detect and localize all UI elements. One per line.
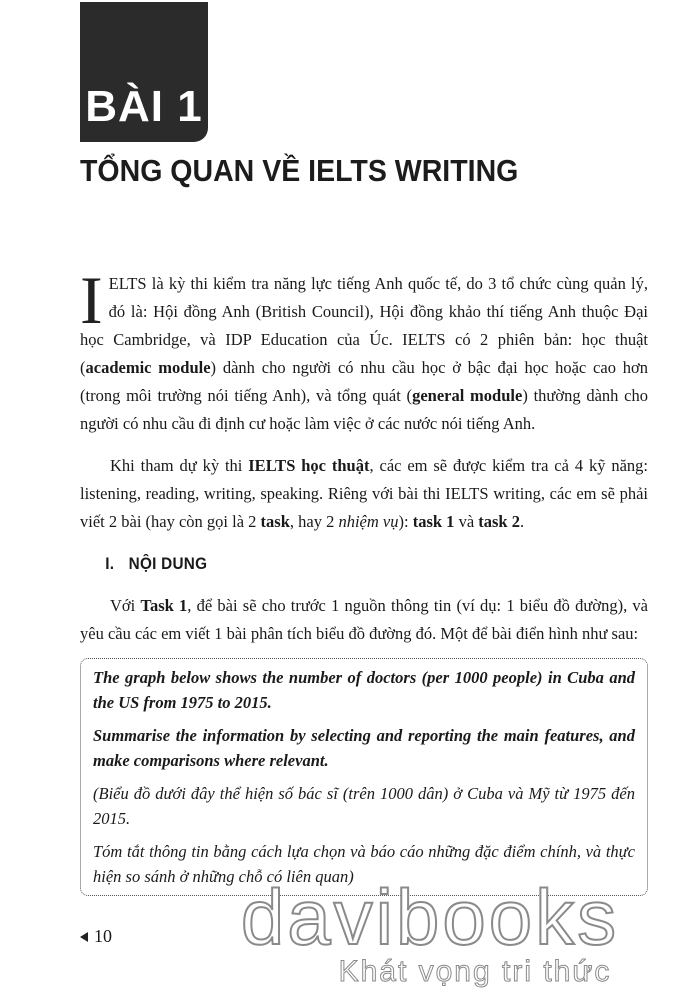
dropcap: I (80, 262, 103, 338)
lesson-badge (80, 2, 208, 142)
prompt-vietnamese-2: Tóm tắt thông tin bằng cách lựa chọn và báo cáo những đặc điểm chính, và thực hiện so sánh ở những chỗ có liên quan) (93, 842, 635, 886)
intro-paragraph-2: Khi tham dự kỳ thi IELTS học thuật, các em sẽ được kiểm tra cả 4 kỹ năng: listening, reading, writing, speaking. Riêng với bài thi IELTS writing, các em sẽ phải viết 2 bài (hay còn gọi là 2 task, hay 2 nhiệm vụ): task 1 và task 2. (80, 456, 648, 531)
lesson-label: BÀI 1 (85, 82, 203, 131)
section-title: NỘI DUNG (128, 554, 208, 573)
prompt-vietnamese-1: (Biểu đồ dưới đây thể hiện số bác sĩ (trên 1000 dân) ở Cuba và Mỹ từ 1975 đến 2015. (93, 784, 635, 828)
prompt-english-1: The graph below shows the number of doctors (per 1000 people) in Cuba and the US from 1975 to 2015. (93, 668, 635, 712)
section-number: I. (105, 554, 115, 573)
section-heading (80, 550, 591, 578)
prompt-english-2: Summarise the information by selecting and reporting the main features, and make comparisons where relevant. (93, 726, 635, 770)
arrow-left-icon (80, 932, 88, 942)
page-number: 10 (80, 926, 112, 947)
section-paragraph: Với Task 1, để bài sẽ cho trước 1 nguồn thông tin (ví dụ: 1 biểu đồ đường), và yêu cầu các em viết 1 bài phân tích biểu đồ đường đó. Một để bài điển hình như sau: (80, 596, 648, 643)
main-content (80, 262, 648, 896)
watermark-logo: davibooks (240, 873, 620, 961)
watermark-tagline: Khát vọng tri thức (338, 955, 612, 988)
page-title: TỔNG QUAN VỀ IELTS WRITING (80, 153, 519, 188)
prompt-box (80, 658, 648, 896)
intro-paragraph-1: IELTS là kỳ thi kiểm tra năng lực tiếng Anh quốc tế, do 3 tổ chức cùng quản lý, đó là: Hội đồng Anh (British Council), Hội đồng khảo thí tiếng Anh thuộc Đại học Cambridge, và IDP Education của Úc. IELTS có 2 phiên bản: học thuật (academic module) dành cho người có nhu cầu học ở bậc đại học hoặc cao hơn (trong môi trường nói tiếng Anh), và tổng quát (general module) thường dành cho người có nhu cầu đi định cư hoặc làm việc ở các nước nói tiếng Anh. (80, 262, 648, 433)
